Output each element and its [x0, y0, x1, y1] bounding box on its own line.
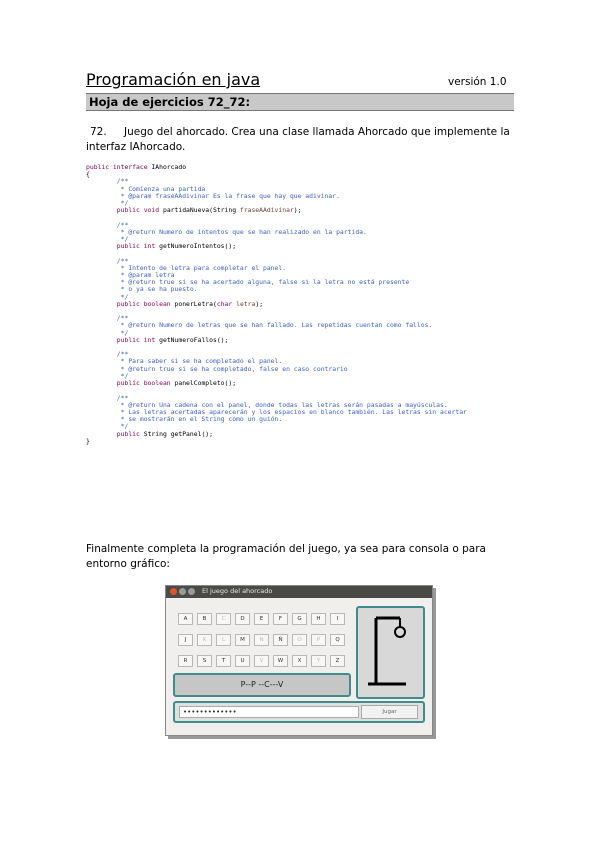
code-keyword: char	[216, 299, 233, 308]
code-keyword: public boolean	[116, 299, 171, 308]
code-keyword: public int	[116, 335, 156, 344]
code-method: getNumeroIntentos();	[159, 242, 237, 251]
letter-button[interactable]: S	[197, 655, 212, 667]
letter-button[interactable]: Ñ	[273, 634, 288, 646]
version-label: versión 1.0	[448, 76, 507, 88]
code-method: partidaNueva(String	[162, 206, 240, 215]
code-comment: * @return true si se ha completado, false en caso contrario	[116, 364, 348, 373]
letter-button[interactable]: W	[273, 655, 288, 667]
maximize-icon[interactable]	[188, 588, 195, 595]
code-comment: /**	[116, 256, 129, 265]
letter-button[interactable]: D	[235, 613, 250, 625]
code-method: ponerLetra(	[174, 299, 217, 308]
gallows-icon	[358, 608, 423, 697]
code-keyword: public interface	[86, 163, 148, 171]
code-comment: * @return Numero de letras que se han fallado. Las repetidas cuentan como fallos.	[116, 321, 433, 330]
code-comment: */	[116, 371, 129, 380]
code-comment: /**	[116, 177, 129, 186]
letter-button[interactable]: E	[254, 613, 269, 625]
letter-button[interactable]: M	[235, 634, 250, 646]
code-param: letra	[236, 299, 256, 308]
letter-button[interactable]: Y	[311, 655, 326, 667]
code-keyword: public boolean	[116, 379, 171, 388]
letter-button[interactable]: R	[178, 655, 193, 667]
code-comment: /**	[116, 393, 129, 402]
letter-button[interactable]: U	[235, 655, 250, 667]
code-comment: */	[116, 328, 129, 337]
letter-button[interactable]: O	[292, 634, 307, 646]
letter-grid	[173, 602, 353, 682]
letter-button[interactable]: Z	[330, 655, 345, 667]
minimize-icon[interactable]	[179, 588, 186, 595]
code-comment: * @return Numero de intentos que se han realizado en la partida.	[116, 227, 367, 236]
code-comment: * Comienza una partida	[116, 184, 206, 193]
exercise-text: Juego del ahorcado. Crea una clase llamada Ahorcado que implemente la interfaz IAhorcado.	[86, 126, 510, 153]
letter-button[interactable]: G	[292, 613, 307, 625]
letter-button[interactable]: H	[311, 613, 326, 625]
play-button[interactable]: Jugar	[361, 705, 418, 719]
code-comment: * Las letras acertadas aparecerán y los espacios en blanco también. Las letras sin acertar	[116, 407, 467, 416]
code-comment: /**	[116, 220, 129, 229]
letter-button[interactable]: T	[216, 655, 231, 667]
code-comment: * se mostrarán en el String como un guión.	[116, 415, 283, 424]
code-method: String getPanel();	[143, 429, 213, 438]
code-comment: * Para saber si se ha completado el panel.	[116, 357, 283, 366]
hangman-window	[165, 585, 433, 736]
code-brace: {	[86, 170, 90, 179]
letter-button[interactable]: P	[311, 634, 326, 646]
letter-button[interactable]: X	[292, 655, 307, 667]
code-interface-name: IAhorcado	[151, 163, 187, 171]
code-param: fraseAAdivinar	[239, 206, 294, 215]
code-keyword: public void	[116, 206, 160, 215]
code-listing	[86, 164, 467, 445]
exercise-number: 72.	[90, 126, 107, 138]
letter-button[interactable]: F	[273, 613, 288, 625]
code-comment: */	[116, 199, 129, 208]
code-comment: */	[116, 235, 129, 244]
code-brace: }	[86, 436, 90, 445]
letter-button[interactable]: A	[178, 613, 193, 625]
code-method: getNumeroFallos();	[159, 335, 229, 344]
word-panel: P--P --C---V	[173, 673, 351, 697]
letter-button[interactable]: N	[254, 634, 269, 646]
code-keyword: public	[116, 429, 140, 438]
code-method: panelCompleto();	[174, 379, 237, 388]
window-titlebar	[166, 586, 432, 598]
phrase-input[interactable]: •••••••••••••	[179, 706, 359, 718]
letter-button[interactable]: B	[197, 613, 212, 625]
code-comment: */	[116, 292, 129, 301]
code-comment: */	[116, 422, 129, 431]
final-paragraph: Finalmente completa la programación del juego, ya sea para consola o para entorno gráfico:	[86, 543, 486, 570]
letter-button[interactable]: I	[330, 613, 345, 625]
code-comment: * @return true si se ha acertado alguna, false si la letra no está presente	[116, 278, 410, 287]
code-comment: * @param fraseAAdivinar Es la frase que hay que adivinar.	[116, 191, 340, 200]
code-comment: * @return Una cadena con el panel, donde todas las letras serán pasadas a mayúsculas.	[116, 400, 448, 409]
gallows-panel	[356, 606, 425, 699]
sheet-header	[86, 93, 514, 111]
code-comment: /**	[116, 350, 129, 359]
close-icon[interactable]	[170, 588, 177, 595]
letter-button[interactable]: Q	[330, 634, 345, 646]
code-punct: );	[293, 206, 302, 215]
letter-button[interactable]: C	[216, 613, 231, 625]
sheet-title: Hoja de ejercicios 72_72:	[89, 95, 251, 109]
code-comment: * Intento de letra para completar el panel.	[116, 263, 287, 272]
document-title: Programación en java	[86, 70, 261, 89]
window-title: El juego del ahorcado	[202, 587, 273, 595]
input-bar	[173, 701, 425, 723]
letter-button[interactable]: V	[254, 655, 269, 667]
code-comment: * @param letra	[116, 271, 175, 280]
exercise-statement	[86, 125, 516, 155]
letter-button[interactable]: K	[197, 634, 212, 646]
letter-button[interactable]: J	[178, 634, 193, 646]
letter-button[interactable]: L	[216, 634, 231, 646]
code-keyword: public int	[116, 242, 156, 251]
code-comment: * o ya se ha puesto.	[116, 285, 198, 294]
code-comment: /**	[116, 314, 129, 323]
code-punct: );	[255, 299, 264, 308]
